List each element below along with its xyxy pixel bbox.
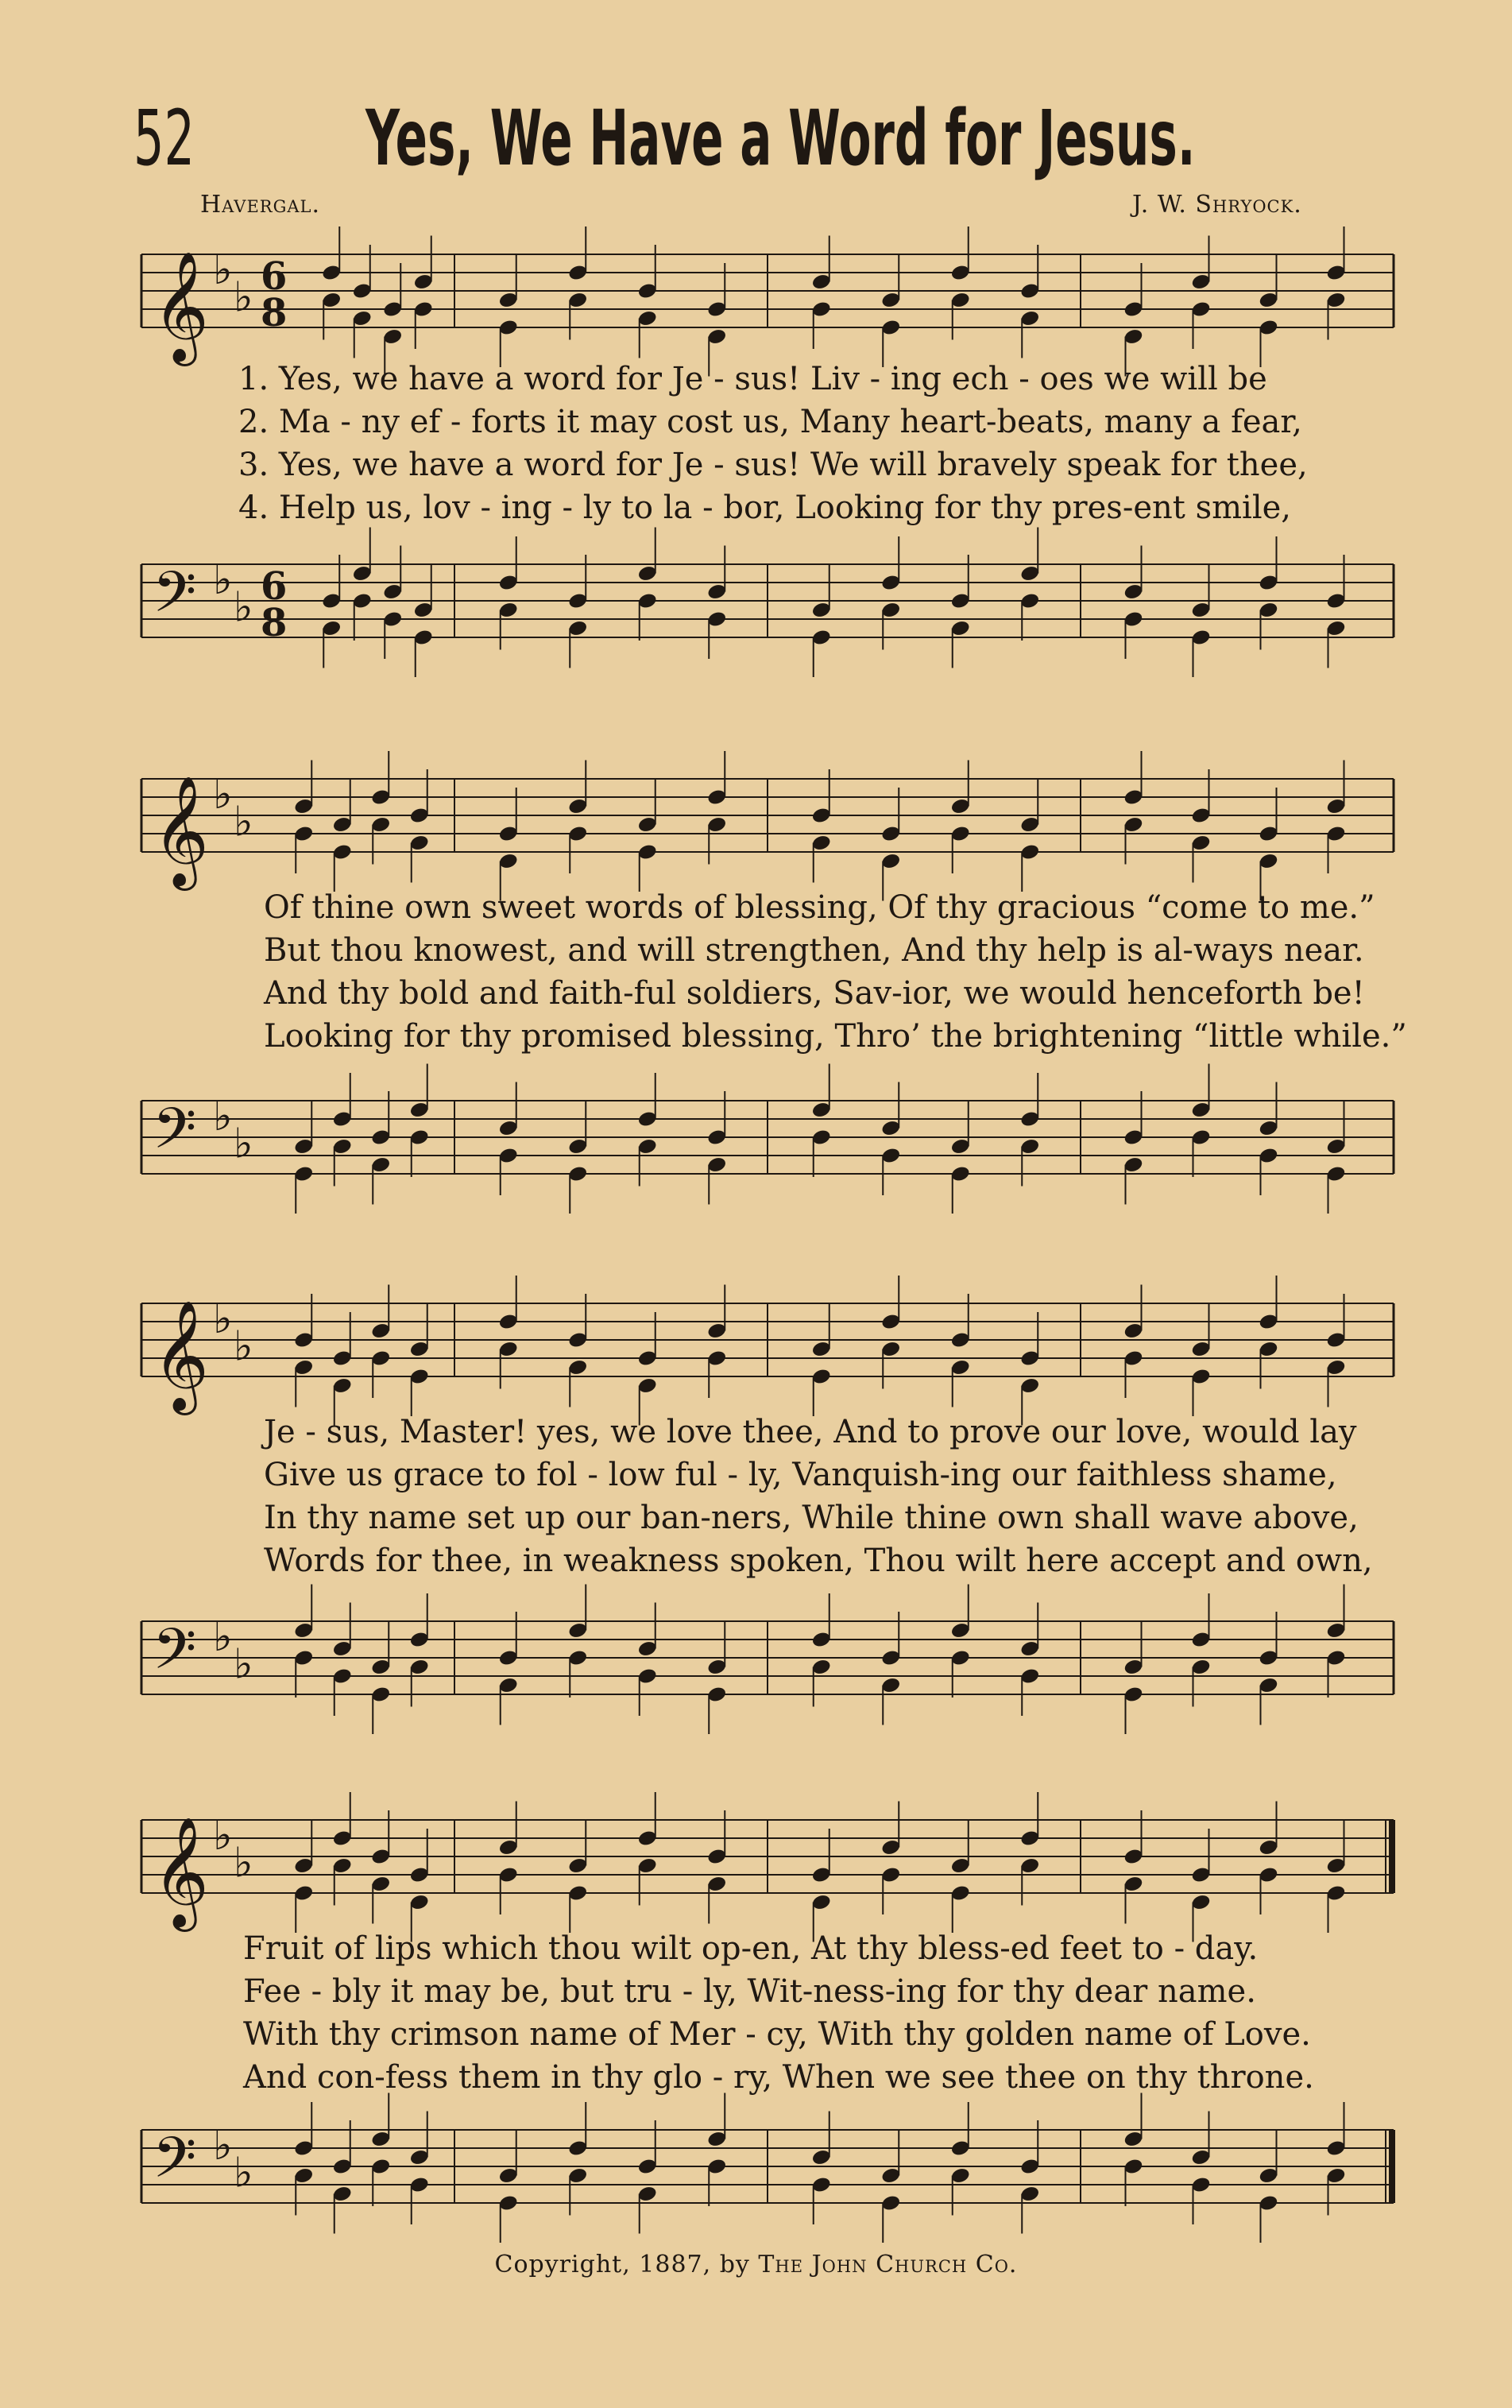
lyric-line: 3. Yes, we have a word for Je - sus! We will bravely speak for thee, — [238, 447, 1308, 483]
lyric-line: Words for thee, in weakness spoken, Thou wilt here accept and own, — [264, 1543, 1373, 1579]
treble-clef-icon: 𝄞 — [153, 1300, 209, 1411]
bass-staff-graphic — [141, 2114, 1394, 2222]
author-credit: Havergal. — [200, 191, 321, 219]
lyrics-system-3 — [264, 1411, 1424, 1582]
flat-icon: ♭ — [234, 1839, 253, 1887]
lyric-line: Fee - bly it may be, but tru - ly, Wit-ness-ing for thy dear name. — [243, 1973, 1256, 2010]
copyright-owner: The John Church Co. — [758, 2251, 1018, 2278]
lyric-line: 4. Help us, lov - ing - ly to la - bor, Looking for thy pres-ent smile, — [238, 490, 1291, 526]
bass-staff-graphic — [141, 1085, 1394, 1193]
bass-staff-graphic — [141, 1605, 1394, 1713]
bass-staff-2 — [141, 1085, 1394, 1193]
bass-staff-3 — [141, 1605, 1394, 1713]
lyric-line: Fruit of lips which thou wilt op-en, At thy bless-ed feet to - day. — [243, 1930, 1259, 1967]
flat-icon: ♭ — [213, 1092, 233, 1140]
lyric-line: Of thine own sweet words of blessing, Of thy gracious “come to me.” — [264, 889, 1375, 926]
flat-icon: ♭ — [234, 798, 253, 846]
treble-staff-3 — [141, 1287, 1394, 1411]
treble-clef-icon: 𝄞 — [153, 776, 209, 886]
flat-icon: ♭ — [213, 1811, 233, 1860]
bass-clef-icon: 𝄢 — [153, 1096, 197, 1175]
flat-icon: ♭ — [213, 2121, 233, 2170]
bass-staff-graphic — [141, 548, 1394, 656]
treble-staff-graphic — [141, 1804, 1394, 1927]
treble-staff-2 — [141, 763, 1394, 886]
treble-staff-1 — [141, 238, 1394, 362]
flat-icon: ♭ — [234, 273, 253, 322]
lyric-line: Je - sus, Master! yes, we love thee, And to prove our love, would lay — [264, 1414, 1357, 1450]
flat-icon: ♭ — [234, 583, 253, 632]
bass-staff-1 — [141, 548, 1394, 656]
hymn-number: 52 — [133, 94, 195, 183]
flat-icon: ♭ — [213, 246, 233, 294]
flat-icon: ♭ — [234, 1322, 253, 1371]
bass-clef-icon: 𝄢 — [153, 559, 197, 639]
flat-icon: ♭ — [234, 1640, 253, 1689]
lyric-line: Give us grace to fol - low ful - ly, Vanquish-ing our faithless shame, — [264, 1457, 1337, 1493]
lyric-line: 1. Yes, we have a word for Je - sus! Liv - ing ech - oes we will be — [238, 361, 1267, 397]
lyric-line: And thy bold and faith-ful soldiers, Sav-ior, we would henceforth be! — [264, 975, 1365, 1012]
flat-icon: ♭ — [234, 2149, 253, 2197]
time-signature-bottom: 8 — [261, 601, 288, 645]
bass-clef-icon: 𝄢 — [153, 2125, 197, 2205]
time-signature-bottom: 8 — [261, 291, 288, 335]
time-signature-top: 6 — [261, 564, 288, 609]
lyric-line: Looking for thy promised blessing, Thro’ the brightening “little while.” — [264, 1018, 1407, 1055]
lyric-line: And con-fess them in thy glo - ry, When we see thee on thy throne. — [243, 2059, 1314, 2096]
composer-credit: J. W. Shryock. — [1132, 191, 1302, 219]
treble-clef-icon: 𝄞 — [153, 1817, 209, 1927]
treble-staff-graphic — [141, 238, 1394, 362]
bass-clef-icon: 𝄢 — [153, 1616, 197, 1696]
time-signature-top: 6 — [261, 254, 288, 299]
treble-staff-graphic — [141, 1287, 1394, 1411]
flat-icon: ♭ — [213, 1295, 233, 1343]
treble-clef-icon: 𝄞 — [153, 251, 209, 362]
copyright-prefix: Copyright, 1887, by — [494, 2251, 750, 2278]
hymn-title: Yes, We Have a Word for Jesus. — [365, 94, 1196, 183]
flat-icon: ♭ — [213, 1612, 233, 1661]
lyric-line: 2. Ma - ny ef - forts it may cost us, Many heart-beats, many a fear, — [238, 404, 1302, 440]
lyrics-system-2 — [264, 886, 1424, 1058]
bass-staff-4 — [141, 2114, 1394, 2222]
lyric-line: In thy name set up our ban-ners, While thine own shall wave above, — [264, 1500, 1359, 1536]
flat-icon: ♭ — [213, 770, 233, 819]
treble-staff-graphic — [141, 763, 1394, 886]
lyrics-system-4 — [243, 1927, 1403, 2099]
lyric-line: But thou knowest, and will strengthen, And thy help is al-ways near. — [264, 932, 1364, 969]
treble-staff-4 — [141, 1804, 1394, 1927]
lyrics-system-1 — [238, 358, 1398, 529]
flat-icon: ♭ — [213, 556, 233, 604]
copyright-notice — [0, 2251, 1512, 2278]
flat-icon: ♭ — [234, 1120, 253, 1168]
lyric-line: With thy crimson name of Mer - cy, With thy golden name of Love. — [243, 2016, 1311, 2053]
